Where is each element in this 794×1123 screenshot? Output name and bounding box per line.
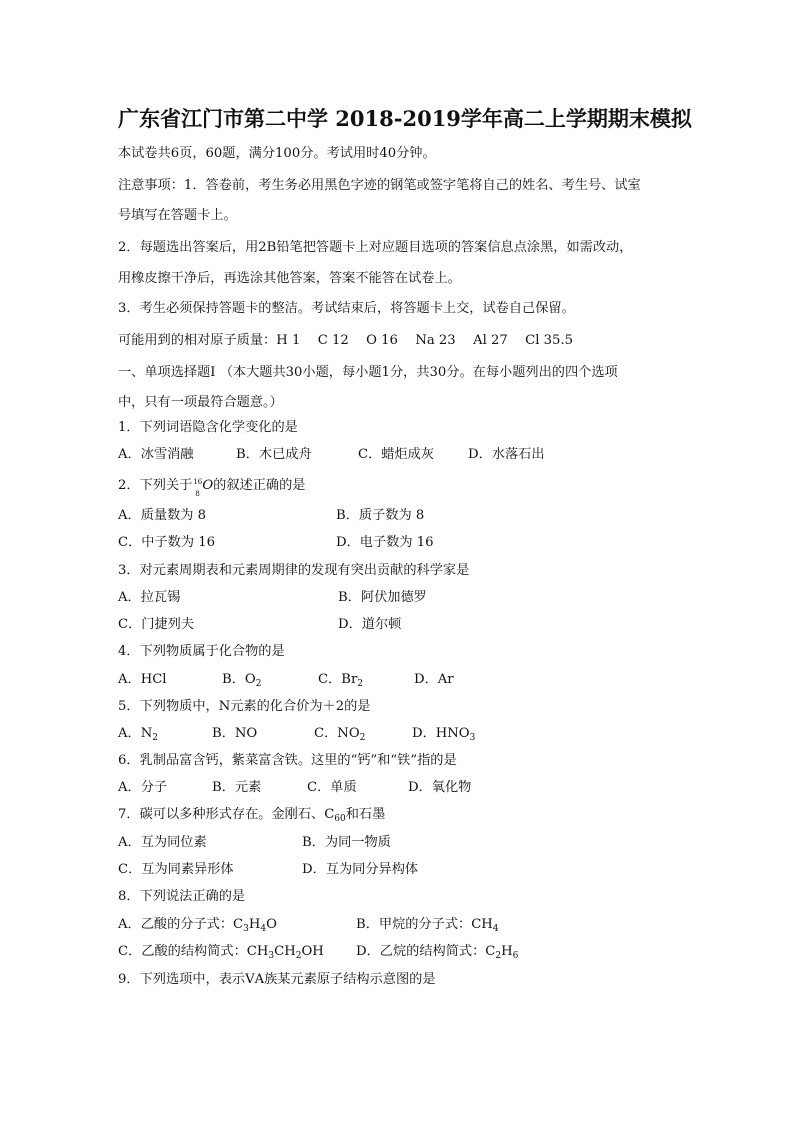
q4-option-d: D．Ar xyxy=(414,672,454,687)
q3-option-a: A．拉瓦锡 xyxy=(118,590,181,605)
q1-option-b: B．木已成舟 xyxy=(236,447,312,462)
question-6-stem: 6．乳制品富含钙，紫菜富含铁。这里的“钙”和“铁”指的是 xyxy=(118,753,457,768)
exam-info: 本试卷共6页，60题，满分100分。考试用时40分钟。 xyxy=(118,146,436,161)
q4-option-b: B．$O_2$ xyxy=(222,672,262,689)
notes-line-2a: 2．每题选出答案后，用2B铅笔把答题卡上对应题目选项的答案信息点涂黑，如需改动， xyxy=(118,240,633,255)
question-9-stem: 9．下列选项中，表示ⅤA族某元素原子结构示意图的是 xyxy=(118,972,436,987)
q8-option-b: B．甲烷的分子式：$CH_4$ xyxy=(356,917,499,934)
q8-option-c: C．乙酸的结构简式：$CH_3CH_2OH$ xyxy=(118,944,324,961)
q2-option-b: B．质子数为 8 xyxy=(336,508,425,523)
page-title: 广东省江门市第二中学 2018-2019学年高二上学期期末模拟 xyxy=(118,106,692,131)
question-1-stem: 1．下列词语隐含化学变化的是 xyxy=(118,420,298,435)
mass-number: 16 xyxy=(193,478,203,486)
q5-option-b: B．NO xyxy=(212,726,258,741)
q7-option-a: A．互为同位素 xyxy=(118,835,207,850)
question-2-stem xyxy=(118,477,306,498)
question-3-stem: 3．对元素周期表和元素周期律的发现有突出贡献的科学家是 xyxy=(118,563,470,578)
q2-option-d: D．电子数为 16 xyxy=(336,535,434,550)
q6-option-a: A．分子 xyxy=(118,780,168,795)
atomic-masses: 可能用到的相对原子质量：H 1 C 12 O 16 Na 23 Al 27 Cl 35.5 xyxy=(118,333,574,348)
q2-option-a: A．质量数为 8 xyxy=(118,508,207,523)
notes-line-1b: 号填写在答题卡上。 xyxy=(118,208,237,223)
q2-option-c: C．中子数为 16 xyxy=(118,535,215,550)
q6-option-b: B．元素 xyxy=(212,780,262,795)
q2-stem-b: 的叙述正确的是 xyxy=(213,478,306,493)
notes-line-3: 3．考生必须保持答题卡的整洁。考试结束后，将答题卡上交，试卷自己保留。 xyxy=(118,301,575,316)
q3-option-d: D．道尔顿 xyxy=(338,617,402,632)
section-heading-a: 一、单项选择题Ⅰ （本大题共30小题，每小题1分，共30分。在每小题列出的四个选项 xyxy=(118,365,618,380)
q6-option-d: D．氧化物 xyxy=(408,780,472,795)
element-symbol: O xyxy=(202,478,214,493)
q5-option-d: D．$HNO_3$ xyxy=(412,726,476,743)
q7-option-d: D．互为同分异构体 xyxy=(302,862,419,877)
question-7-stem: 7．碳可以多种形式存在。金刚石、$C_{60}$和石墨 xyxy=(118,807,386,824)
q8-option-a: A．乙酸的分子式：$C_3H_4O$ xyxy=(118,917,277,934)
question-4-stem: 4．下列物质属于化合物的是 xyxy=(118,644,285,659)
q5-option-c: C．$NO_2$ xyxy=(314,726,366,743)
q7-option-c: C．互为同素异形体 xyxy=(118,862,234,877)
q8-option-d: D．乙烷的结构简式：$C_2H_6$ xyxy=(356,944,519,961)
q1-option-d: D．水落石出 xyxy=(468,447,545,462)
question-5-stem: 5．下列物质中，N元素的化合价为＋2的是 xyxy=(118,699,371,714)
q2-stem-a: 2．下列关于 xyxy=(118,478,193,493)
q4-option-a: A．HCl xyxy=(118,672,167,687)
q6-option-c: C．单质 xyxy=(307,780,357,795)
notes-line-1a: 注意事项：1．答卷前，考生务必用黑色字迹的钢笔或签字笔将自己的姓名、考生号、试室 xyxy=(118,178,641,193)
q3-option-b: B．阿伏加德罗 xyxy=(338,590,427,605)
section-heading-b: 中，只有一项最符合题意。） xyxy=(118,395,283,410)
q3-option-c: C．门捷列夫 xyxy=(118,617,195,632)
q4-option-c: C．$Br_2$ xyxy=(318,672,364,689)
question-8-stem: 8．下列说法正确的是 xyxy=(118,889,246,904)
notes-line-2b: 用橡皮擦干净后，再选涂其他答案，答案不能答在试卷上。 xyxy=(118,271,461,286)
q1-option-c: C．蜡炬成灰 xyxy=(358,447,435,462)
q7-option-b: B．为同一物质 xyxy=(302,835,391,850)
atomic-number: 8 xyxy=(195,490,200,498)
q5-option-a: A．$N_2$ xyxy=(118,726,158,743)
q1-option-a: A．冰雪消融 xyxy=(118,447,194,462)
nuclide-symbol xyxy=(192,477,203,498)
